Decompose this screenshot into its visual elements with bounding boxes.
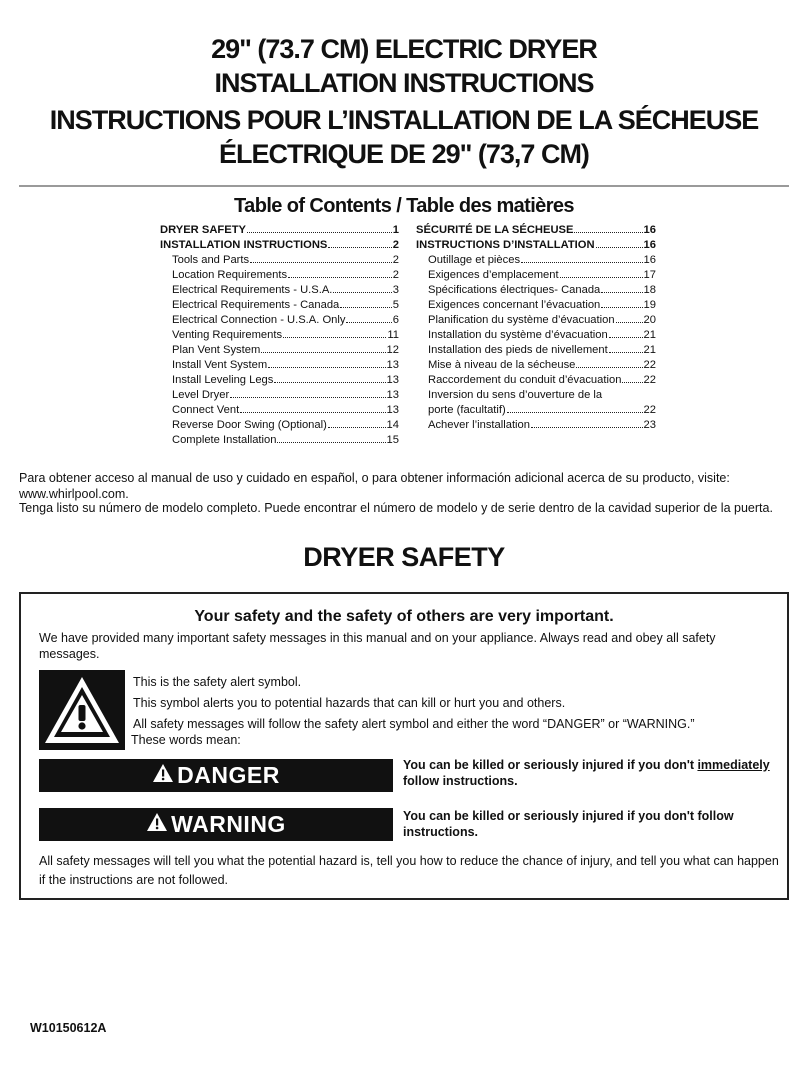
toc-entry-page: 23: [643, 419, 656, 431]
toc-english-column: [160, 223, 399, 448]
toc-entry-label: Level Dryer: [172, 389, 230, 401]
toc-entry: [416, 223, 656, 238]
toc-entry: [416, 418, 656, 433]
spanish-model-note: Tenga listo su número de modelo completo. Puede encontrar el número de modelo y de serie dentro de la cavidad superior de la puerta.: [19, 501, 773, 515]
title-line-4: ÉLECTRIQUE DE 29" (73,7 CM): [219, 139, 589, 169]
safety-heading: Your safety and the safety of others are very important.: [194, 608, 614, 625]
symbol-desc-1: This is the safety alert symbol.: [133, 675, 302, 689]
toc-entry-page: 21: [643, 344, 656, 356]
toc-entry-page: 3: [392, 284, 399, 296]
toc-entry-page: 17: [643, 269, 656, 281]
toc-entry-page: 13: [386, 359, 399, 371]
toc-entry-label: DRYER SAFETY: [160, 224, 246, 236]
toc-entry-label: Location Requirements: [172, 269, 288, 281]
alert-triangle-icon: [152, 762, 174, 789]
toc-entry: [160, 253, 399, 268]
toc-entry-label: Electrical Connection - U.S.A. Only: [172, 314, 346, 326]
toc-entry-page: 6: [392, 314, 399, 326]
toc-entry-page: 16: [643, 224, 656, 236]
toc-entry-page: 5: [392, 299, 399, 311]
toc-entry: [416, 253, 656, 268]
toc-entry: [416, 313, 656, 328]
toc-entry-page: 12: [386, 344, 399, 356]
toc-entry: [160, 388, 399, 403]
toc-entry-label: INSTRUCTIONS D’INSTALLATION: [416, 239, 595, 251]
title-divider: [19, 185, 789, 187]
toc-entry-label: Inversion du sens d’ouverture de la: [428, 389, 603, 401]
toc-entry-label: Spécifications électriques- Canada: [428, 284, 601, 296]
title-line-2: INSTALLATION INSTRUCTIONS: [214, 68, 594, 98]
alert-triangle-icon: [146, 811, 168, 838]
toc-entry-label: Install Leveling Legs: [172, 374, 274, 386]
toc-entry-page: 2: [392, 254, 399, 266]
toc-entry-page: 22: [643, 404, 656, 416]
toc-entry: [416, 283, 656, 298]
safety-box: [19, 592, 789, 900]
toc-entry-label: Planification du système d’évacuation: [428, 314, 615, 326]
spanish-manual-note: Para obtener acceso al manual de uso y cuidado en español, o para obtener información adicional acerca de su producto, visite: www.whirlpool.com.: [19, 471, 730, 501]
toc-entry-label: Complete Installation: [172, 434, 277, 446]
toc-entry: [160, 358, 399, 373]
toc-entry-page: 1: [392, 224, 399, 236]
danger-description: You can be killed or seriously injured if you don't immediately follow instructions.: [403, 758, 770, 788]
toc-entry: [416, 268, 656, 283]
toc-entry-label: Venting Requirements: [172, 329, 283, 341]
toc-entry: [160, 268, 399, 283]
toc-title: Table of Contents / Table des matières: [234, 195, 574, 217]
toc-entry-label: Installation des pieds de nivellement: [428, 344, 608, 356]
toc-entry: [416, 358, 656, 373]
toc-entry-label: Electrical Requirements - Canada: [172, 299, 340, 311]
toc-entry-page: 16: [643, 239, 656, 251]
toc-entry-page: 20: [643, 314, 656, 326]
toc-entry-page: 13: [386, 374, 399, 386]
toc-entry-label: SÉCURITÉ DE LA SÉCHEUSE: [416, 224, 574, 236]
toc-entry-label: Mise à niveau de la sécheuse: [428, 359, 576, 371]
title-line-3: INSTRUCTIONS POUR L’INSTALLATION DE LA SÉCHEUSE: [49, 105, 759, 135]
toc-entry-label: Exigences concernant l’évacuation: [428, 299, 601, 311]
safety-footer: All safety messages will tell you what the potential hazard is, tell you how to reduce the chance of injury, and tell you what can happen if the instructions are not followed.: [39, 854, 779, 887]
toc-entry-label: Installation du système d’évacuation: [428, 329, 608, 341]
toc-entry: [160, 418, 399, 433]
danger-label: DANGER: [177, 762, 280, 788]
toc-entry: [416, 373, 656, 388]
toc-entry-label: Connect Vent: [172, 404, 240, 416]
toc-entry: [416, 238, 656, 253]
toc-entry-label: Electrical Requirements - U.S.A.: [172, 284, 333, 296]
toc-entry: [160, 328, 399, 343]
symbol-desc-2: This symbol alerts you to potential hazards that can kill or hurt you and others.: [133, 696, 566, 710]
toc-entry-label: Exigences d’emplacement: [428, 269, 559, 281]
toc-entry-page: 16: [643, 254, 656, 266]
toc-entry-page: 11: [387, 329, 399, 341]
toc-entry: [160, 298, 399, 313]
toc-entry-page: 13: [386, 404, 399, 416]
symbol-desc-4: These words mean:: [131, 733, 241, 747]
toc-entry-label: Reverse Door Swing (Optional): [172, 419, 327, 431]
toc-entry: [416, 298, 656, 313]
section-title-dryer-safety: DRYER SAFETY: [303, 542, 505, 572]
toc-entry-page: 13: [386, 389, 399, 401]
toc-entry-label: porte (facultatif): [428, 404, 506, 416]
toc-entry-page: 15: [386, 434, 399, 446]
document-number: W10150612A: [30, 1021, 107, 1035]
toc-entry-page: 2: [392, 269, 399, 281]
toc-entry-page: 19: [643, 299, 656, 311]
toc-entry-label: Outillage et pièces: [428, 254, 521, 266]
toc-entry-label: Install Vent System: [172, 359, 268, 371]
toc-entry-page: 18: [643, 284, 656, 296]
toc-entry: [160, 313, 399, 328]
toc-entry-page: 14: [386, 419, 399, 431]
toc-entry-label: Tools and Parts: [172, 254, 250, 266]
danger-signal-bar: [39, 759, 393, 792]
toc-entry: [416, 328, 656, 343]
safety-alert-icon: [39, 670, 125, 750]
toc-entry-label: Raccordement du conduit d’évacuation: [428, 374, 622, 386]
warning-description: You can be killed or seriously injured if you don't follow instructions.: [403, 809, 734, 839]
symbol-desc-3: All safety messages will follow the safety alert symbol and either the word “DANGER” or “WARNING.”: [133, 717, 695, 731]
toc-entry-page: 22: [643, 374, 656, 386]
toc-entry: [416, 343, 656, 358]
toc-entry-label: Plan Vent System: [172, 344, 261, 356]
toc-french-column: [416, 223, 656, 433]
toc-entry: [160, 343, 399, 358]
toc-entry: [416, 388, 656, 418]
toc-entry: [160, 373, 399, 388]
warning-label: WARNING: [171, 811, 286, 837]
toc-entry: [160, 433, 399, 448]
toc-entry: [160, 403, 399, 418]
toc-entry-page: 22: [643, 359, 656, 371]
toc-entry: [160, 238, 399, 253]
toc-entry-label: INSTALLATION INSTRUCTIONS: [160, 239, 328, 251]
toc-entry-label: Achever l’installation: [428, 419, 530, 431]
toc-entry: [160, 283, 399, 298]
title-line-1: 29" (73.7 CM) ELECTRIC DRYER: [211, 34, 597, 64]
toc-entry-page: 21: [643, 329, 656, 341]
warning-signal-bar: [39, 808, 393, 841]
safety-intro: We have provided many important safety messages in this manual and on your appliance. Always read and obey all safety messages.: [39, 631, 716, 661]
toc-entry: [160, 223, 399, 238]
toc-entry-page: 2: [392, 239, 399, 251]
